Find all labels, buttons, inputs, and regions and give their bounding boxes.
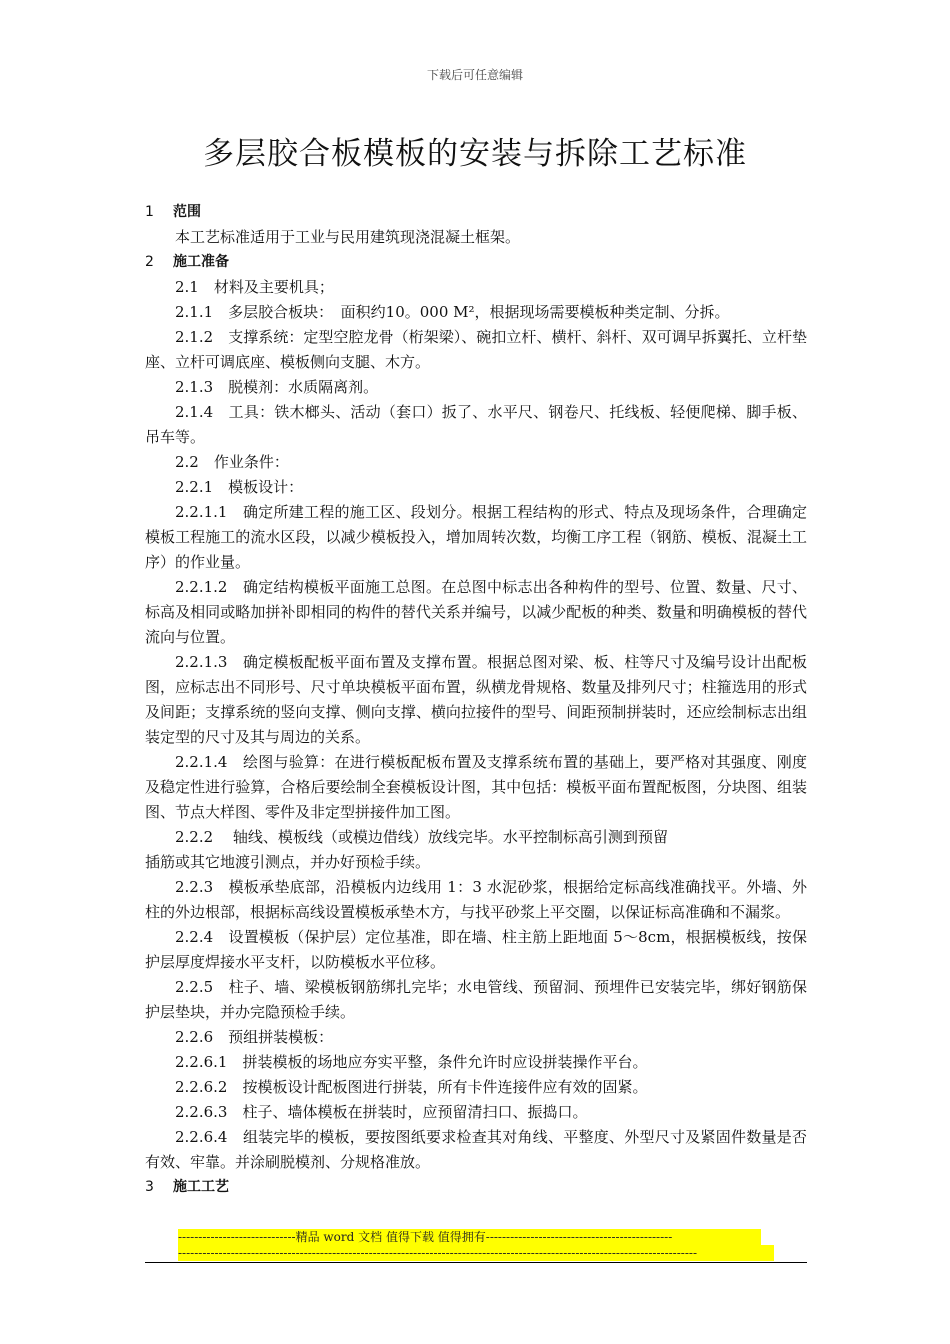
body-paragraph: 插筋或其它地渡引测点，并办好预检手续。 (145, 853, 431, 871)
body-paragraph: 2.2.1.3 确定模板配板平面布置及支撑布置。根据总图对梁、板、柱等尺寸及编号设计出配板图，应标志出不同形号、尺寸单块模板平面布置，纵横龙骨规格、数量及排列尺寸；柱箍选用的形式及间距；支撑系统的竖向支撑、侧向支撑、横向拉接件的型号、间距预制拼装时，还应绘制标志出组装定型的尺寸及其与周边的关系。 (145, 653, 807, 746)
document-body (145, 200, 807, 1200)
body-paragraph: 2.2.1.4 绘图与验算：在进行模板配板布置及支撑系统布置的基础上，要严格对其强度、刚度及稳定性进行验算，合格后要绘制全套模板设计图，其中包括：模板平面布置配板图，分块图、组装图、节点大样图、零件及非定型拼接件加工图。 (145, 753, 807, 821)
body-paragraph: 2.2.5 柱子、墙、梁模板钢筋绑扎完毕；水电管线、预留洞、预埋件已安装完毕，绑好钢筋保护层垫块，并办完隐预检手续。 (145, 978, 807, 1021)
document-title: 多层胶合板模板的安装与拆除工艺标准 (203, 136, 747, 172)
section-heading (145, 200, 807, 225)
body-paragraph: 2.1.4 工具：铁木榔头、活动（套口）扳了、水平尺、钢卷尺、托线板、轻便爬梯、脚手板、吊车等。 (145, 403, 807, 446)
body-paragraph: 2.2.2 轴线、模板线（或模边借线）放线完毕。水平控制标高引测到预留 (175, 828, 668, 846)
body-paragraph: 2.2.4 设置模板（保护层）定位基准，即在墙、柱主筋上距地面 5～8cm，根据模板线，按保护层厚度焊接水平支杆，以防模板水平位移。 (145, 928, 807, 971)
body-paragraph: 2.2.3 模板承垫底部，沿模板内边线用 1：3 水泥砂浆，根据给定标高线准确找平。外墙、外柱的外边根部，根据标高线设置模板承垫木方，与找平砂浆上平交圈，以保证标高准确和不漏浆。 (145, 878, 807, 921)
body-paragraph: 2.2.1.2 确定结构模板平面施工总图。在总图中标志出各种构件的型号、位置、数量、尺寸、标高及相同或略加拼补即相同的构件的替代关系并编号，以减少配板的种类、数量和明确模板的替代流向与位置。 (145, 578, 807, 646)
body-paragraph: 2.2.6.2 按模板设计配板图进行拼装，所有卡件连接件应有效的固紧。 (175, 1078, 648, 1096)
section-heading (145, 250, 807, 275)
body-paragraph: 本工艺标准适用于工业与民用建筑现浇混凝土框架。 (175, 228, 521, 246)
section-heading (145, 1175, 807, 1200)
body-paragraph: 2.2.6.3 柱子、墙体模板在拼装时，应预留清扫口、振捣口。 (175, 1103, 588, 1121)
section-title: 施工工艺 (173, 1179, 229, 1195)
body-paragraph: 2.2.6 预组拼装模板： (175, 1028, 334, 1046)
section-number: 2 (145, 254, 154, 270)
section-title: 施工准备 (173, 254, 229, 270)
section-number: 1 (145, 204, 154, 220)
section-title: 范围 (173, 204, 201, 220)
body-paragraph: 2.2 作业条件： (175, 453, 289, 471)
footer-banner (178, 1229, 774, 1261)
body-paragraph: 2.2.6.4 组装完毕的模板，要按图纸要求检查其对角线、平整度、外型尺寸及紧固件数量是否有效、牢靠。并涂刷脱模剂、分规格准放。 (145, 1128, 807, 1171)
body-paragraph: 2.1.2 支撑系统：定型空腔龙骨（桁架梁）、碗扣立杆、横杆、斜杆、双可调早拆翼托、立杆垫座、立杆可调底座、模板侧向支腿、木方。 (145, 328, 807, 371)
body-paragraph: 2.1.1 多层胶合板块： 面积约10。000 M²，根据现场需要模板种类定制、分拆。 (175, 303, 730, 321)
header-note: 下载后可任意编辑 (426, 68, 523, 82)
section-number: 3 (145, 1179, 154, 1195)
body-paragraph: 2.2.1.1 确定所建工程的施工区、段划分。根据工程结构的形式、特点及现场条件，合理确定模板工程施工的流水区段，以减少模板投入，增加周转次数，均衡工序工程（钢筋、模板、混凝土工序）的作业量。 (145, 503, 807, 571)
body-paragraph: 2.1.3 脱模剂：水质隔离剂。 (175, 378, 379, 396)
body-paragraph: 2.2.6.1 拼装模板的场地应夯实平整，条件允许时应设拼装操作平台。 (175, 1053, 648, 1071)
footer-banner-line-1: -----------------------------精品 word 文档 值得下载 值得拥有---------------------------------------------- (178, 1229, 761, 1245)
body-paragraph: 2.1 材料及主要机具； (175, 278, 334, 296)
body-paragraph: 2.2.1 模板设计： (175, 478, 304, 496)
footer-divider (145, 1262, 807, 1263)
footer-banner-line-2: -------------------------------------------------------------------------------------------------------------------------------- (178, 1245, 774, 1261)
